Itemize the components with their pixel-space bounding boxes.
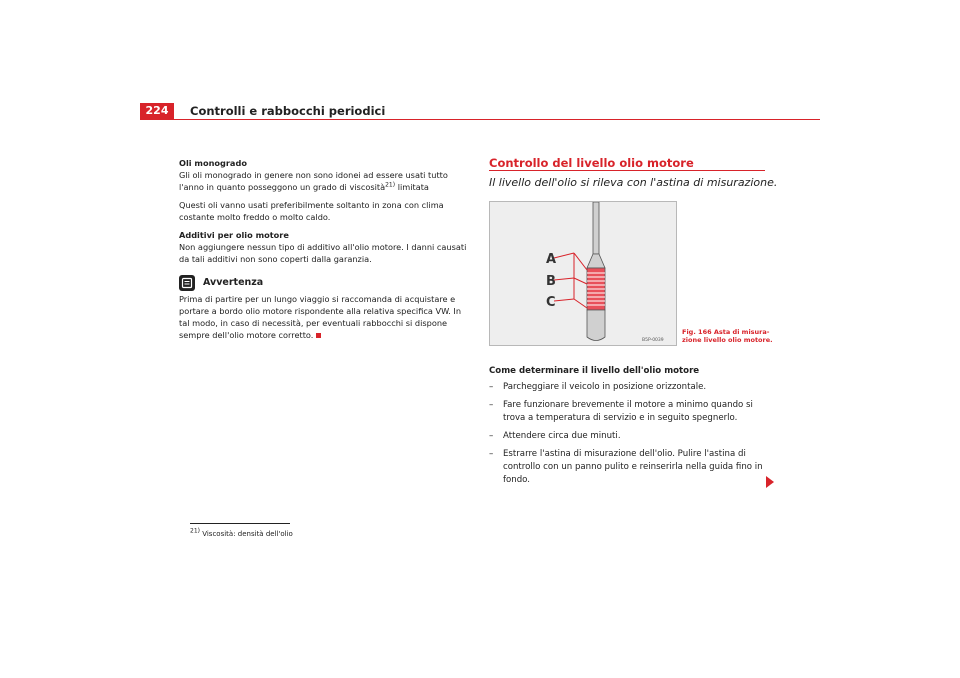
next-page-arrow-icon[interactable] <box>766 476 774 488</box>
footnote-ref[interactable]: 21) <box>385 181 396 189</box>
note-icon <box>179 275 195 291</box>
section-end-icon <box>316 333 321 338</box>
procedure-step: – Fare funzionare brevemente il motore a minimo quando si trova a temperatura di servizio e in seguito spegnerlo. <box>489 400 753 423</box>
procedure-step: – Attendere circa due minuti. <box>489 431 621 441</box>
warning-text: Prima di partire per un lungo viaggio si raccomanda di acquistare e portare a bordo olio motore rispondente alla relativa specifica VW. In tal modo, in caso di necessità, per eventuali rabbocchi si dispone sempre dell'olio motore corretto. <box>179 294 462 340</box>
section-rule <box>489 170 765 171</box>
label-a: A <box>546 252 557 267</box>
paragraph-additives: Non aggiungere nessun tipo di additivo all'olio motore. I danni causati da tali additivi non sono coperti dalla garanzia. <box>179 242 467 264</box>
procedure-title: Come determinare il livello dell'olio motore <box>489 366 700 376</box>
running-title: Controlli e rabbocchi periodici <box>190 104 386 118</box>
procedure-step: – Estrarre l'astina di misurazione dell'olio. Pulire l'astina di controllo con un panno pulito e reinserirla nella guida fino in fondo. <box>489 449 763 485</box>
footnote-rule <box>190 523 290 524</box>
header-rule <box>140 119 820 120</box>
label-b: B <box>546 274 556 289</box>
figure-caption: Fig. 166 Asta di misura- zione livello olio motore. <box>682 328 773 344</box>
heading-monograde-oils: Oli monogrado <box>179 158 247 168</box>
dipstick-illustration <box>490 202 676 345</box>
section-title: Controllo del livello olio motore <box>489 156 694 170</box>
lead-text: Il livello dell'olio si rileva con l'astina di misurazione. <box>489 176 778 189</box>
label-c: C <box>546 295 556 310</box>
footnote: $^{21)}$ Viscosità: densità dell'olio <box>190 527 293 538</box>
dipstick-figure <box>489 201 677 346</box>
page-number: 224 <box>140 103 174 119</box>
warning-header <box>179 275 469 291</box>
paragraph-monograde: Gli oli monogrado in genere non sono idonei ad essere usati tutto l'anno in quanto posseggono un grado di viscosità$^{21)}$ limitata <box>179 170 448 192</box>
left-column <box>179 157 469 347</box>
figure-code: B5P-0039 <box>642 338 664 343</box>
procedure-step: – Parcheggiare il veicolo in posizione orizzontale. <box>489 382 707 392</box>
paragraph-climate: Questi oli vanno usati preferibilmente soltanto in zona con clima costante molto freddo o molto caldo. <box>179 200 444 222</box>
warning-title: Avvertenza <box>203 277 264 288</box>
procedure <box>489 365 769 492</box>
heading-additives: Additivi per olio motore <box>179 230 289 240</box>
